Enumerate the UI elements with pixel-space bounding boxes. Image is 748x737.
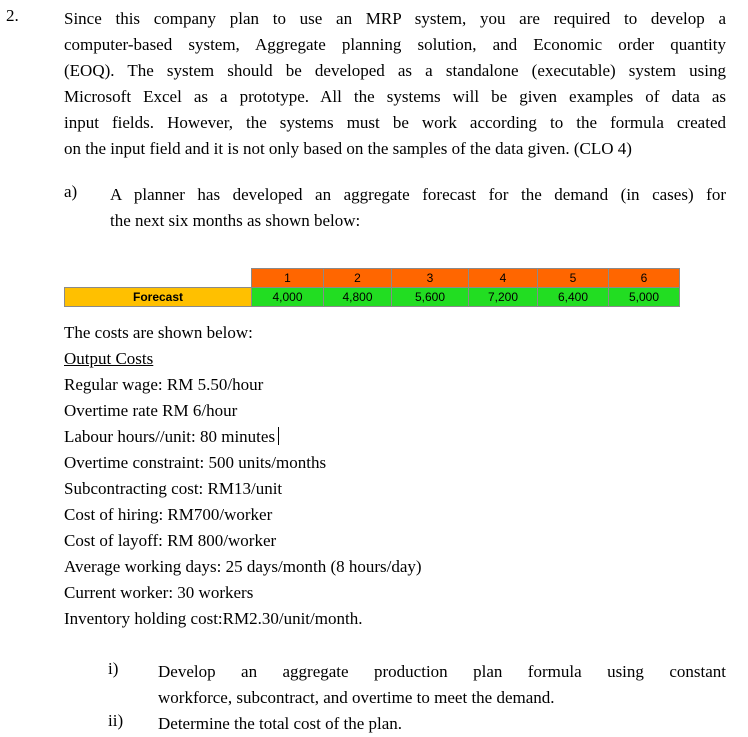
cost-item: Overtime constraint: 500 units/months (64, 453, 327, 472)
cost-item: Subcontracting cost: RM13/unit (64, 479, 283, 498)
question-paragraph (64, 6, 726, 162)
cost-item: Labour hours//unit: 80 minutes (64, 427, 276, 446)
task-i-label: i) (108, 659, 119, 678)
forecast-table (64, 268, 680, 307)
cost-item: Cost of hiring: RM700/worker (64, 505, 273, 524)
cost-item: Average working days: 25 days/month (8 hours/day) (64, 557, 422, 576)
forecast-value-row (65, 288, 680, 307)
cost-item-with-cursor (64, 424, 422, 450)
costs-section (64, 320, 422, 632)
question-line: (EOQ). The system should be developed as a standalone (executable) system using (64, 61, 726, 80)
cost-item: Overtime rate RM 6/hour (64, 401, 238, 420)
month-header-cell: 5 (538, 269, 609, 288)
forecast-value-cell: 4,800 (324, 288, 392, 307)
cost-item: Current worker: 30 workers (64, 583, 254, 602)
month-header-cell: 1 (252, 269, 324, 288)
month-header-cell: 2 (324, 269, 392, 288)
forecast-header-row (65, 269, 680, 288)
cost-item: Cost of layoff: RM 800/worker (64, 531, 277, 550)
part-a-label: a) (64, 182, 78, 201)
task-i-text (158, 659, 726, 711)
question-line: computer-based system, Aggregate planning solution, and Economic order quantity (64, 35, 726, 54)
task-ii-text (158, 711, 726, 737)
forecast-value-cell: 4,000 (252, 288, 324, 307)
task-line: workforce, subcontract, and overtime to meet the demand. (158, 688, 555, 707)
output-costs-heading: Output Costs (64, 349, 154, 368)
question-line: on the input field and it is not only based on the samples of the data given. (CLO 4) (64, 139, 632, 158)
forecast-value-cell: 5,600 (392, 288, 469, 307)
question-line: input fields. However, the systems must be work according to the formula created (64, 113, 726, 132)
question-number: 2. (6, 6, 19, 25)
month-header-cell: 3 (392, 269, 469, 288)
forecast-value-cell: 7,200 (469, 288, 538, 307)
task-line: Develop an aggregate production plan formula using constant (158, 662, 726, 681)
costs-intro: The costs are shown below: (64, 323, 253, 342)
part-a-line: A planner has developed an aggregate forecast for the demand (in cases) for (110, 185, 726, 204)
text-cursor-icon (278, 427, 279, 445)
task-line: Determine the total cost of the plan. (158, 714, 403, 733)
question-line: Microsoft Excel as a prototype. All the systems will be given examples of data as (64, 87, 726, 106)
question-line: Since this company plan to use an MRP system, you are required to develop a (64, 9, 726, 28)
cost-item: Regular wage: RM 5.50/hour (64, 375, 264, 394)
part-a-line: the next six months as shown below: (110, 211, 361, 230)
month-header-cell: 6 (609, 269, 680, 288)
table-blank-cell (65, 269, 252, 288)
forecast-value-cell: 6,400 (538, 288, 609, 307)
month-header-cell: 4 (469, 269, 538, 288)
task-ii-label: ii) (108, 711, 124, 730)
forecast-row-label: Forecast (65, 288, 252, 307)
cost-item: Inventory holding cost:RM2.30/unit/month. (64, 609, 363, 628)
part-a-text (110, 182, 726, 234)
forecast-value-cell: 5,000 (609, 288, 680, 307)
